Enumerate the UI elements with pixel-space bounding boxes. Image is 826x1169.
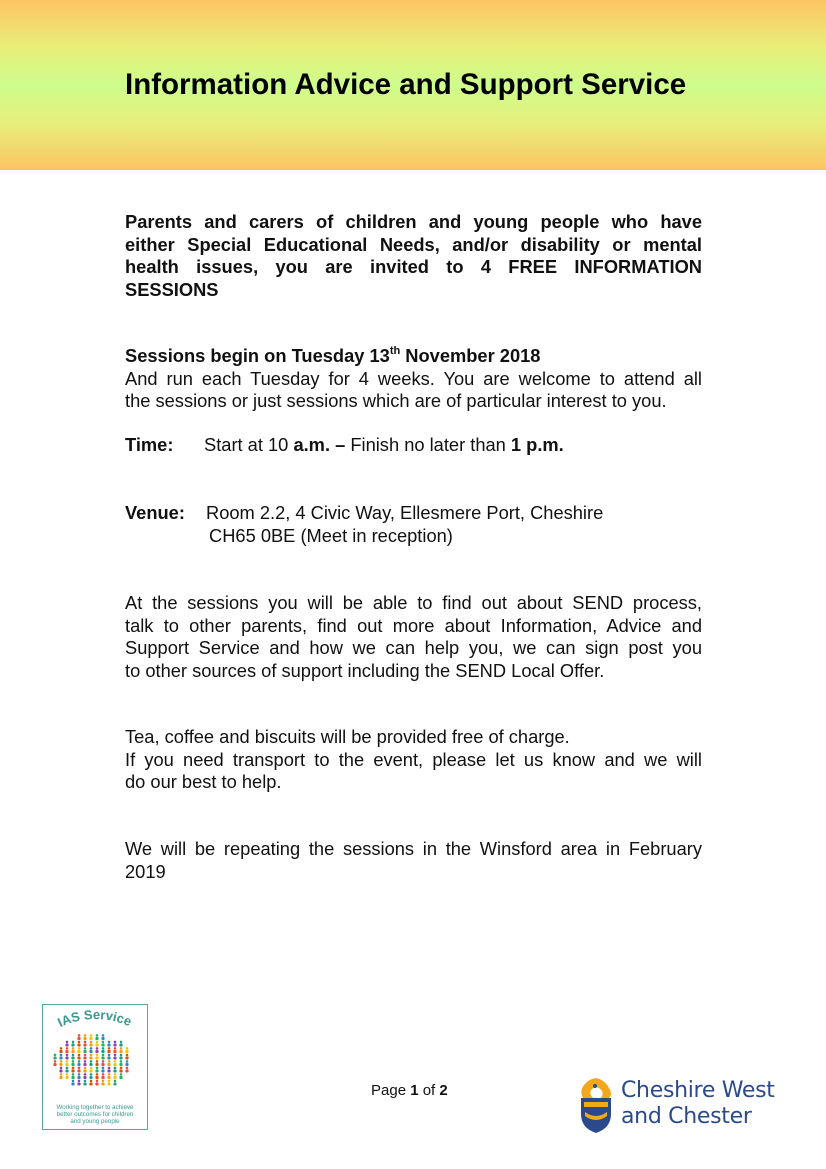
page-number <box>371 1082 448 1099</box>
sessions-section <box>125 345 702 413</box>
header-banner <box>0 0 826 170</box>
venue-section <box>125 502 702 547</box>
ias-tagline-3: and young people <box>70 1118 120 1125</box>
repeat-line: We will be repeating the sessions in the Winsford area in February <box>125 838 702 859</box>
council-name <box>621 1078 775 1130</box>
venue-address: Room 2.2, 4 Civic Way, Ellesmere Port, Cheshire <box>206 502 604 523</box>
refreshments-line: Tea, coffee and biscuits will be provided free of charge. <box>125 726 570 747</box>
time-finish-bold: 1 p.m. <box>510 434 564 455</box>
repeat-line: 2019 <box>125 860 166 882</box>
refreshments-paragraph <box>125 726 702 794</box>
about-paragraph <box>125 592 702 682</box>
intro-line: health issues, you are invited to 4 FREE INFORMATION <box>125 256 702 277</box>
refreshments-line: do our best to help. <box>125 771 282 792</box>
sessions-line: the sessions or just sessions which are of particular interest to you. <box>125 390 667 411</box>
people-cloud-icon <box>53 1034 128 1085</box>
ias-tagline-1: Working together to achieve <box>56 1104 134 1111</box>
about-line: talk to other parents, find out more about Information, Advice and <box>125 614 702 636</box>
time-section <box>125 434 702 457</box>
time-finish: Finish no later than <box>345 434 511 455</box>
page-title: Information Advice and Support Service <box>125 68 687 101</box>
time-start: Start at 10 <box>204 434 294 455</box>
intro-line: SESSIONS <box>125 278 219 300</box>
refreshments-line: If you need transport to the event, please let us know and we will <box>125 748 702 770</box>
ias-service-logo <box>42 1004 148 1130</box>
page-prefix: Page <box>371 1082 411 1099</box>
council-name-line-2: and Chester <box>621 1104 752 1129</box>
ias-logo-graphic <box>43 1005 147 1129</box>
ias-tagline-2: better outcomes for children <box>56 1111 134 1118</box>
sessions-heading-date: November 2018 <box>400 345 541 366</box>
about-line: Support Service and how we can help you, we can sign post you <box>125 637 702 658</box>
sessions-heading <box>125 345 702 368</box>
time-label: Time: <box>125 434 174 455</box>
intro-line: either Special Educational Needs, and/or disability or mental <box>125 233 702 255</box>
page-of: of <box>418 1082 440 1099</box>
sessions-heading-text: Sessions begin on Tuesday 13 <box>125 345 390 366</box>
repeat-paragraph <box>125 838 702 883</box>
intro-paragraph <box>125 211 702 301</box>
council-logo <box>575 1076 785 1136</box>
council-name-line-1: Cheshire West <box>621 1078 775 1103</box>
intro-line: Parents and carers of children and young people who have <box>125 211 702 232</box>
time-start-bold: a.m. – <box>293 434 346 455</box>
venue-postcode: CH65 0BE (Meet in reception) <box>209 524 453 546</box>
about-line: At the sessions you will be able to find out about SEND process, <box>125 592 702 613</box>
page-total: 2 <box>439 1082 448 1099</box>
council-crest-icon <box>575 1076 617 1134</box>
sessions-heading-sup: th <box>389 344 401 357</box>
sessions-line: And run each Tuesday for 4 weeks. You are welcome to attend all <box>125 367 702 389</box>
ias-logo-title: IAS Service <box>55 1006 134 1030</box>
about-line: to other sources of support including the SEND Local Offer. <box>125 659 605 681</box>
page-current: 1 <box>410 1082 419 1099</box>
venue-label: Venue: <box>125 502 185 523</box>
